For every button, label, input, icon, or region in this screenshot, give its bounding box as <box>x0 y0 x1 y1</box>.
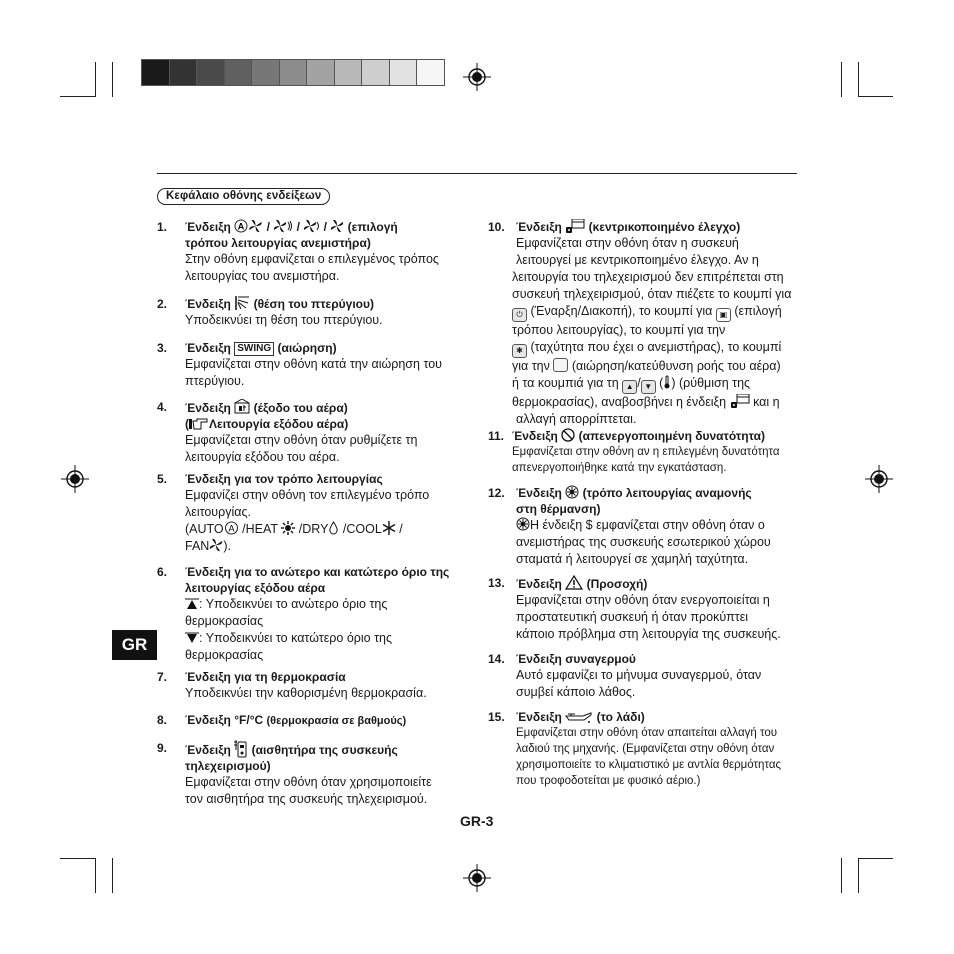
item-7: 7. Ένδειξη για τη θερμοκρασία Υποδεικνύει την καθορισμένη θερμοκρασία. <box>157 670 427 700</box>
air-outlet-icon <box>234 399 250 414</box>
fan-high-icon <box>273 219 293 233</box>
central-control-icon <box>565 219 585 233</box>
lower-limit-icon <box>185 632 199 644</box>
color-swatch <box>306 59 335 86</box>
heat-standby-icon <box>516 517 530 531</box>
color-swatch <box>196 59 225 86</box>
item-4: 4. Ένδειξη (έξοδο του αέρα) ( Λειτουργία εξόδου αέρα) Εμφανίζεται στην οθόνη όταν ρυθμίζετε τη λειτουργία εξόδου του αέρα. <box>157 400 418 464</box>
color-swatch <box>389 59 418 86</box>
color-swatch <box>334 59 363 86</box>
fan-speed-button-icon: ✱ <box>512 344 527 358</box>
registration-mark-icon <box>61 465 89 493</box>
item-12: 12. Ένδειξη (τρόπο λειτουργίας αναμονής στη θέρμανση) Η ένδειξη $ εμφανίζεται στην οθόνη όταν ο ανεμιστήρας της συσκευής εσωτερικού χώρου σταματά ή λειτουργεί σε χαμηλή ταχύτητα. <box>488 486 771 566</box>
crop-mark <box>60 96 95 97</box>
heat-mode-icon <box>281 521 295 535</box>
item-15: 15. Ένδειξη (το λάδι) Εμφανίζεται στην οθόνη όταν απαιτείται αλλαγή του λαδιού της μηχανής. (Εμφανίζεται στην οθόνη όταν χρησιμοποιείτε το κλιματιστικό με αντλία θερμότητας που τροφοδοτείται με φυσικό αέριο.) <box>488 710 782 787</box>
crop-mark <box>112 858 113 893</box>
crop-mark <box>60 858 95 859</box>
item-1: 1. Ένδειξη A / / / (επιλογή τρόπου λειτουργίας ανεμιστήρα) Στην οθόνη εμφανίζεται ο επιλεγμένος τρόπος λειτουργίας του ανεμιστήρα. <box>157 220 439 283</box>
dry-mode-icon <box>328 521 339 535</box>
temp-up-button-icon: ▲ <box>622 380 637 394</box>
remote-sensor-icon <box>234 740 248 758</box>
crop-mark <box>95 62 96 97</box>
color-swatch <box>416 59 445 86</box>
registration-mark-icon <box>463 864 491 892</box>
cool-mode-icon <box>382 521 396 535</box>
heat-standby-icon <box>565 485 579 499</box>
crop-mark <box>112 62 113 97</box>
fan-medium-icon <box>303 219 320 233</box>
crop-mark <box>858 62 859 97</box>
registration-mark-icon <box>463 63 491 91</box>
oil-can-icon <box>565 711 593 723</box>
fan-low-icon <box>330 219 344 233</box>
color-swatch <box>361 59 390 86</box>
prohibited-icon <box>561 428 575 442</box>
registration-mark-icon <box>865 465 893 493</box>
color-swatch <box>169 59 198 86</box>
item-10: 10. Ένδειξη (κεντρικοποιημένο έλεγχο) Εμφανίζεται στην οθόνη όταν η συσκευή λειτουργεί με κεντρικοποιημένο έλεγχο. Αν η λειτουργία του τηλεχειρισμού δεν επιτρέπεται στη συσκευή τηλεχειρισμού, όταν πιέζετε το κουμπί για ⏻ (Έναρξη/Διακοπή), το κουμπί για ▣ (επιλογή τρόπου λειτουργίας), το κουμπί για την ✱ (ταχύτητα που έχει ο ανεμιστήρας), το κουμπί για την (αιώρηση/κατεύθυνση ροής του αέρα) ή τα κουμπιά για τη ▲ / ▼ ( ) (ρύθμιση της θερμοκρασίας), αναβοσβήνει η ένδειξη και η αλλαγή απορρίπτεται. <box>488 220 792 426</box>
louver-position-icon <box>234 296 250 310</box>
central-control-icon <box>730 394 750 408</box>
swing-button-icon <box>553 358 568 372</box>
item-5: 5. Ένδειξη για τον τρόπο λειτουργίας Εμφανίζει στην οθόνη τον επιλεγμένο τρόπο λειτουργίας. (AUTO A /HEAT /DRY /COOL / FAN ). <box>157 472 430 553</box>
crop-mark <box>858 858 893 859</box>
item-13: 13. Ένδειξη (Προσοχή) Εμφανίζεται στην οθόνη όταν ενεργοποιείται η προστατευτική συσκευή ή όταν προκύπτει κάποιο πρόβλημα στη λειτουργία της συσκευής. <box>488 576 781 641</box>
color-swatch <box>251 59 280 86</box>
item-14: 14. Ένδειξη συναγερμού Αυτό εμφανίζει το μήνυμα συναγερμού, όταν συμβεί κάποιο λάθος. <box>488 652 762 699</box>
item-8: 8. Ένδειξη °F/°C (θερμοκρασία σε βαθμούς) <box>157 713 407 727</box>
svg-text:A: A <box>228 523 235 534</box>
page-number: GR-3 <box>460 813 494 829</box>
crop-mark <box>841 858 842 893</box>
crop-mark <box>841 62 842 97</box>
color-swatch <box>279 59 308 86</box>
item-9: 9. Ένδειξη (αισθητήρα της συσκευής τηλεχειρισμού) Εμφανίζεται στην οθόνη όταν χρησιμοποιείτε τον αισθητήρα της συσκευής τηλεχειρισμού. <box>157 741 432 806</box>
hand-pointer-icon <box>189 418 209 430</box>
item-11: 11. Ένδειξη (απενεργοποιημένη δυνατότητα) Εμφανίζεται στην οθόνη αν η επιλεγμένη δυνατότητα απενεργοποιήθηκε κατά την εγκατάσταση. <box>488 429 780 474</box>
item-6: 6. Ένδειξη για το ανώτερο και κατώτερο όριο της λειτουργίας εξόδου αέρα : Υποδεικνύει το ανώτερο όριο της θερμοκρασίας : Υποδεικνύει το κατώτερο όριο της θερμοκρασίας <box>157 565 450 662</box>
fan-mode-icon <box>209 538 223 552</box>
fan-icon <box>248 219 263 233</box>
chapter-title: Κεφάλαιο οθόνης ενδείξεων <box>157 188 330 205</box>
crop-mark <box>858 96 893 97</box>
item-3: 3. Ένδειξη SWING (αιώρηση) Εμφανίζεται στην οθόνη κατά την αιώρηση του πτερύγιου. <box>157 341 442 388</box>
warning-icon <box>565 575 583 590</box>
upper-limit-icon <box>185 598 199 610</box>
header-rule <box>157 173 797 174</box>
crop-mark <box>95 858 96 893</box>
language-tab: GR <box>112 630 157 660</box>
fan-auto-icon <box>234 219 248 233</box>
auto-mode-icon <box>224 521 239 535</box>
color-swatch <box>141 59 170 86</box>
svg-text:A: A <box>237 221 245 232</box>
crop-mark <box>858 858 859 893</box>
temp-down-button-icon: ▼ <box>641 380 656 394</box>
power-button-icon: ⏻ <box>512 308 527 322</box>
swing-label: SWING <box>234 342 274 356</box>
color-swatch <box>224 59 253 86</box>
item-2: 2. Ένδειξη (θέση του πτερύγιου) Υποδεικνύει τη θέση του πτερύγιου. <box>157 297 383 327</box>
mode-button-icon: ▣ <box>716 308 731 322</box>
